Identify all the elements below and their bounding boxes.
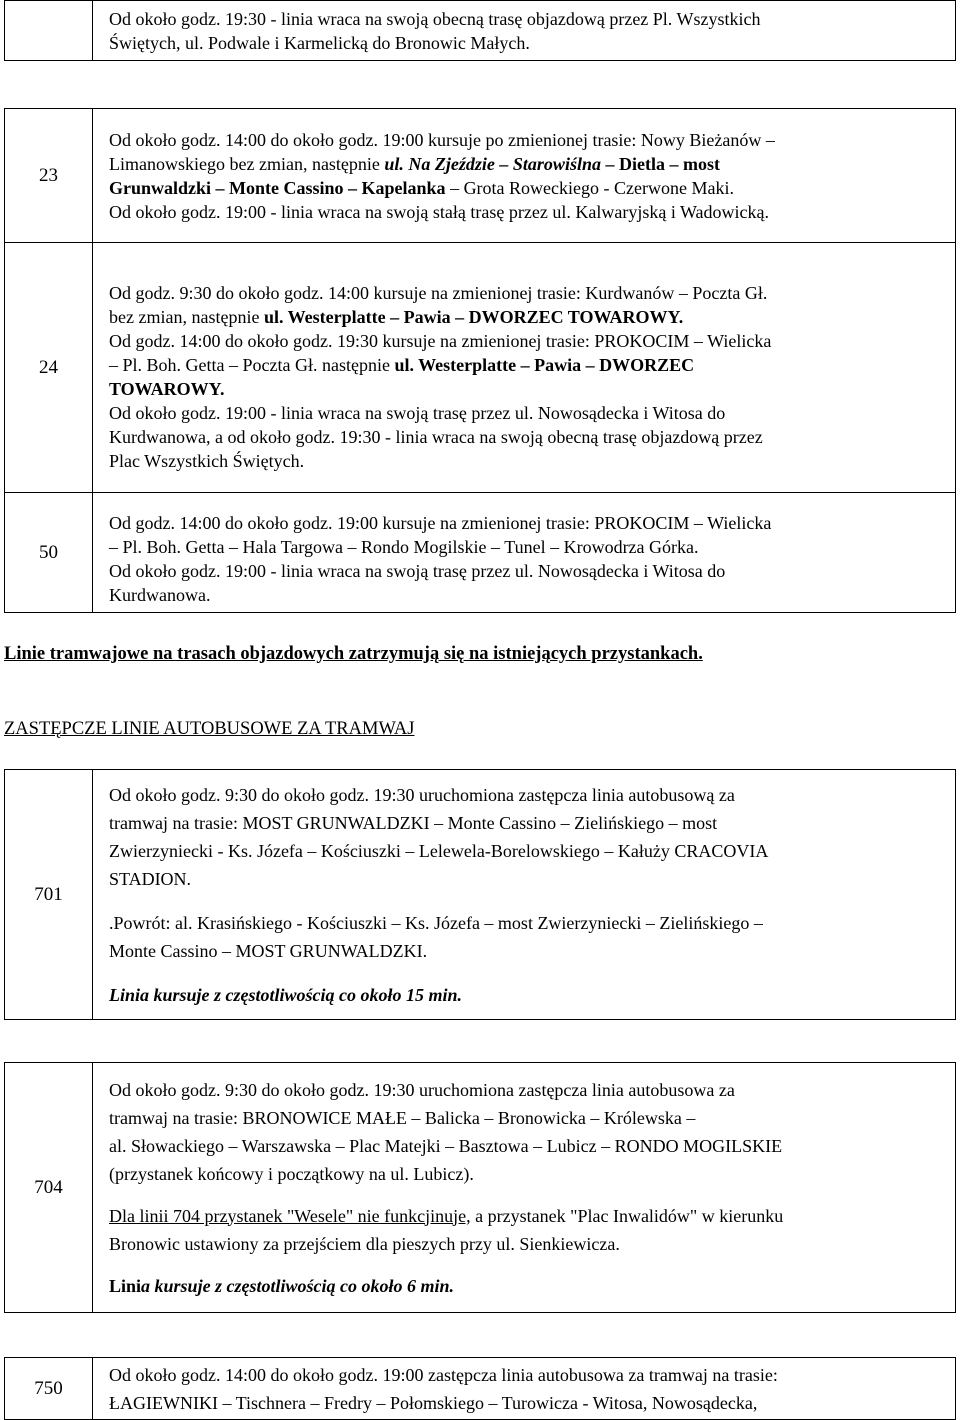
line-24-text-5: TOWAROWY. (109, 378, 225, 399)
line-701-text-3: Zwierzyniecki - Ks. Józefa – Kościuszki – Lelewela-Borelowskiego – Kałuży CRACOVIA (109, 840, 769, 861)
line-24-description (93, 243, 956, 493)
line-704-text-6: Bronowic ustawiony za przejściem dla pieszych przy ul. Sienkiewicza. (109, 1233, 620, 1254)
line-750-text-1: Od około godz. 14:00 do około godz. 19:00 zastępcza linia autobusowa za tramwaj na trasie: (109, 1364, 778, 1385)
line-704-frequency: Linia kursuje z częstotliwością co około 6 min. (109, 1275, 455, 1296)
line-50-description (93, 493, 956, 613)
line-50-text-3: Od około godz. 19:00 - linia wraca na swoją trasę przez ul. Nowosądecka i Witosa do (109, 560, 726, 581)
line-701-text-4: STADION. (109, 868, 192, 889)
line-24-text-8: Plac Wszystkich Świętych. (109, 450, 305, 471)
line-number-24: 24 (5, 243, 93, 493)
line-23-text-2: Limanowskiego bez zmian, następnie ul. Na Zjeździe – Starowiślna – Dietla – most (109, 153, 720, 174)
line-50-text-2: – Pl. Boh. Getta – Hala Targowa – Rondo Mogilskie – Tunel – Krowodrza Górka. (109, 536, 699, 557)
line-number-701: 701 (5, 770, 93, 1020)
line-23-description (93, 109, 956, 243)
line-number-704: 704 (5, 1063, 93, 1313)
line-704-text-3: al. Słowackiego – Warszawska – Plac Matejki – Basztowa – Lubicz – RONDO MOGILSKIE (109, 1135, 783, 1156)
empty-number-cell (5, 1, 93, 61)
line-704-text-1: Od około godz. 9:30 do około godz. 19:30 uruchomiona zastępcza linia autobusowa za (109, 1079, 735, 1100)
bus-line-704-table (4, 1062, 956, 1313)
line-701-description (93, 770, 956, 1020)
line-24-text-6: Od około godz. 19:00 - linia wraca na swoją trasę przez ul. Nowosądecka i Witosa do (109, 402, 726, 423)
line-750-description (93, 1358, 956, 1420)
line-701-text-2: tramwaj na trasie: MOST GRUNWALDZKI – Monte Cassino – Zielińskiego – most (109, 812, 718, 833)
bus-line-750-table (4, 1357, 956, 1420)
line-701-text-1: Od około godz. 9:30 do około godz. 19:30 uruchomiona zastępcza linia autobusową za (109, 784, 735, 805)
bus-line-701-table (4, 769, 956, 1020)
line-701-frequency: Linia kursuje z częstotliwością co około 15 min. (109, 984, 463, 1005)
bus-section-heading: ZASTĘPCZE LINIE AUTOBUSOWE ZA TRAMWAJ (4, 719, 415, 739)
line-number-750: 750 (5, 1358, 93, 1420)
top-continuation-table (4, 0, 956, 61)
line-704-description (93, 1063, 956, 1313)
tram-stops-notice: Linie tramwajowe na trasach objazdowych zatrzymują się na istniejących przystankach. (4, 644, 703, 664)
line-24-text-2: bez zmian, następnie ul. Westerplatte – Pawia – DWORZEC TOWAROWY. (109, 306, 684, 327)
line-23-text-4: Od około godz. 19:00 - linia wraca na swoją stałą trasę przez ul. Kalwaryjską i Wadowicką. (109, 201, 770, 222)
line-50-text-1: Od godz. 14:00 do około godz. 19:00 kursuje na zmienionej trasie: PROKOCIM – Wielicka (109, 512, 772, 533)
line-704-text-5: Dla linii 704 przystanek "Wesele" nie funkcjinuje, a przystanek "Plac Inwalidów" w kierunku (109, 1205, 784, 1226)
tram-lines-24-50-table (4, 242, 956, 613)
top-text-cell (93, 1, 956, 61)
line-24-text-4: – Pl. Boh. Getta – Poczta Gł. następnie ul. Westerplatte – Pawia – DWORZEC (109, 354, 695, 375)
top-line-1: Od około godz. 19:30 - linia wraca na swoją obecną trasę objazdową przez Pl. Wszystkich (109, 8, 761, 29)
line-number-23: 23 (5, 109, 93, 243)
line-750-text-2: ŁAGIEWNIKI – Tischnera – Fredry – Połomskiego – Turowicza - Witosa, Nowosądecka, (109, 1392, 758, 1413)
line-704-text-2: tramwaj na trasie: BRONOWICE MAŁE – Balicka – Bronowicka – Królewska – (109, 1107, 696, 1128)
line-23-text-1: Od około godz. 14:00 do około godz. 19:00 kursuje po zmienionej trasie: Nowy Bieżanów – (109, 129, 775, 150)
line-24-text-1: Od godz. 9:30 do około godz. 14:00 kursuje na zmienionej trasie: Kurdwanów – Poczta Gł. (109, 282, 768, 303)
line-24-text-3: Od godz. 14:00 do około godz. 19:30 kursuje na zmienionej trasie: PROKOCIM – Wielicka (109, 330, 772, 351)
top-line-2: Świętych, ul. Podwale i Karmelicką do Bronowic Małych. (109, 32, 530, 53)
line-23-text-3: Grunwaldzki – Monte Cassino – Kapelanka – Grota Roweckiego - Czerwone Maki. (109, 177, 734, 198)
line-701-text-6: Monte Cassino – MOST GRUNWALDZKI. (109, 940, 428, 961)
line-50-text-4: Kurdwanowa. (109, 584, 211, 605)
line-701-text-5: .Powrót: al. Krasińskiego - Kościuszki – Ks. Józefa – most Zwierzyniecki – Zielińskiego – (109, 912, 763, 933)
line-704-text-4: (przystanek końcowy i początkowy na ul. Lubicz). (109, 1163, 474, 1184)
line-24-text-7: Kurdwanowa, a od około godz. 19:30 - linia wraca na swoją obecną trasę objazdową przez (109, 426, 763, 447)
tram-line-23-table (4, 108, 956, 243)
line-number-50: 50 (5, 493, 93, 613)
